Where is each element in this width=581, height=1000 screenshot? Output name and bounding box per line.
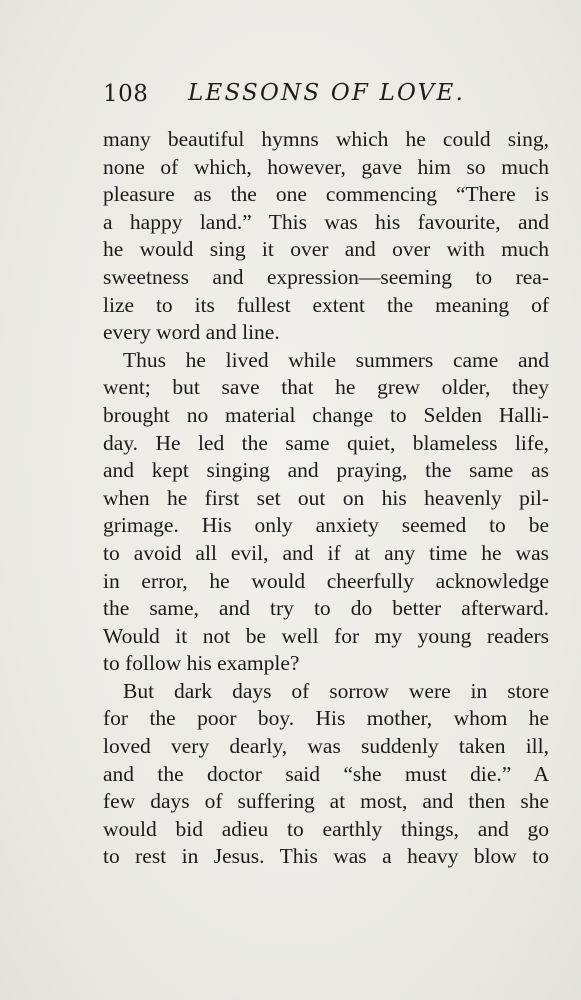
page-header (103, 77, 543, 113)
paragraph-3 (103, 678, 549, 871)
text-line: lize to its fullest extent the meaning of (103, 292, 549, 317)
text-line: sweetness and expression—seeming to rea- (103, 264, 549, 289)
paragraph-2 (103, 347, 549, 678)
text-line: day. He led the same quiet, blameless life, (103, 430, 549, 455)
body-text (103, 126, 549, 871)
text-line: every word and line. (103, 320, 280, 345)
text-line: But dark days of sorrow were in store (123, 678, 549, 703)
text-line: to avoid all evil, and if at any time he was (103, 540, 549, 565)
text-line: to follow his example? (103, 651, 300, 676)
text-line: and the doctor said “she must die.” A (103, 761, 549, 786)
text-line: in error, he would cheerfully acknowledge (103, 568, 549, 593)
text-line: few days of suffering at most, and then she (103, 789, 549, 814)
text-line: to rest in Jesus. This was a heavy blow to (103, 844, 549, 869)
text-line: and kept singing and praying, the same as (103, 458, 549, 483)
text-line: when he first set out on his heavenly pil- (103, 485, 549, 510)
text-line: Would it not be well for my young readers (103, 623, 549, 648)
paragraph-1 (103, 126, 549, 347)
text-line: Thus he lived while summers came and (123, 347, 549, 372)
text-line: many beautiful hymns which he could sing, (103, 127, 549, 151)
text-line: grimage. His only anxiety seemed to be (103, 513, 549, 538)
running-head: LESSONS OF LOVE. (188, 80, 465, 106)
text-line: loved very dearly, was suddenly taken ill, (103, 734, 549, 759)
text-line: pleasure as the one commencing “There is (103, 182, 549, 207)
text-line: he would sing it over and over with much (103, 237, 549, 262)
text-line: brought no material change to Selden Halli- (103, 402, 549, 427)
text-line: the same, and try to do better afterward. (103, 596, 549, 621)
text-line: went; but save that he grew older, they (103, 375, 549, 400)
text-line: a happy land.” This was his favourite, and (103, 209, 549, 234)
text-line: none of which, however, gave him so much (103, 154, 549, 179)
text-line: for the poor boy. His mother, whom he (103, 706, 549, 731)
text-line: would bid adieu to earthly things, and go (103, 816, 549, 841)
page-number: 108 (103, 81, 149, 107)
